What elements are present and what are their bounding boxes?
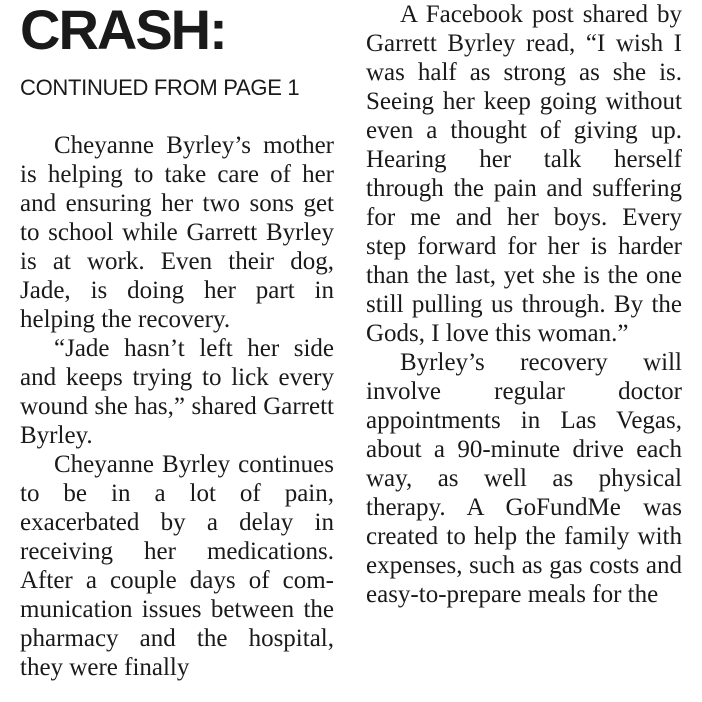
left-paragraph-2: “Jade hasn’t left her side and keeps trying to lick every wound she has,” shared Garrett Byrley. — [20, 335, 334, 449]
right-paragraph-2: Byrley’s recovery will involve regular doctor appointments in Las Vegas, about a 90-minute drive each way, as well as physical therapy. A GoFundMe was created to help the family with expenses, such as gas costs and easy-to-prepare meals for the — [366, 349, 682, 608]
left-column — [20, 131, 334, 682]
continued-from-line: CONTINUED FROM PAGE 1 — [20, 75, 300, 100]
left-paragraph-1: Cheyanne Byrley’s mother is helping to take care of her and ensuring her two sons get to school while Garrett Byrley is at work. Even their dog, Jade, is doing her part in helping the recovery. — [20, 132, 334, 333]
right-paragraph-1: A Facebook post shared by Garrett Byrley read, “I wish I was half as strong as she is. Seeing her keep going without even a thought of giving up. Hearing her talk herself through the pain and suffering for me and her boys. Every step forward for her is harder than the last, yet she is the one still pulling us through. By the Gods, I love this woman.” — [366, 1, 682, 347]
headline: CRASH: — [20, 0, 226, 61]
right-column — [366, 0, 682, 609]
left-paragraph-3: Cheyanne Byrley continues to be in a lot of pain, exacerbated by a delay in receiving her medications. After a couple days of communication issues between the pharmacy and the hospital, they were finally — [20, 451, 334, 681]
